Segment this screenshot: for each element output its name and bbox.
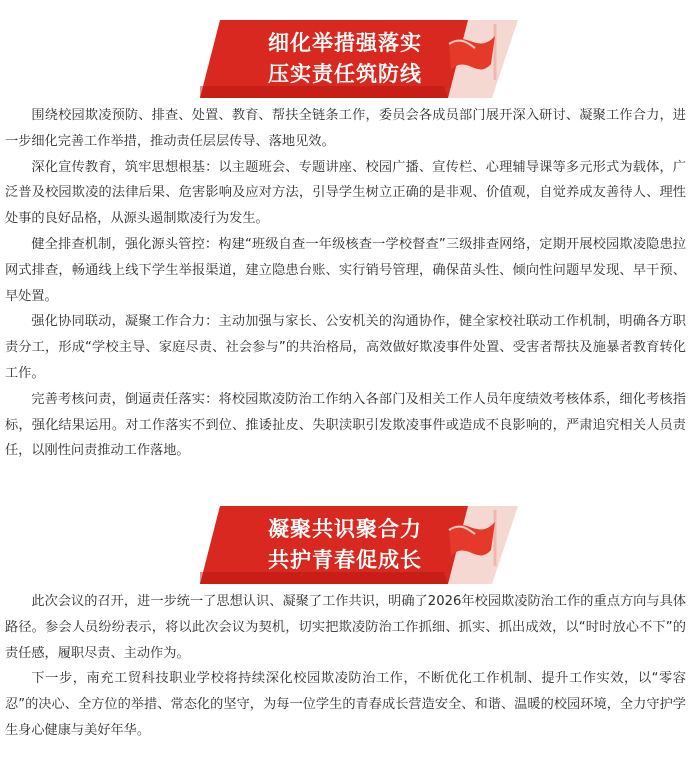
section-1-banner xyxy=(200,20,518,98)
section-2-title xyxy=(230,506,460,584)
paragraph: 围绕校园欺凌预防、排查、处置、教育、帮扶全链条工作，委员会各成员部门展开深入研讨、凝聚工作合力，进一步细化完善工作举措，推动责任层层传导、落地见效。 xyxy=(5,108,686,149)
paragraph: 健全排查机制，强化源头管控：构建“班级自查一年级核查一学校督查”三级排查网络，定期开展校园欺凌隐患拉网式排查，畅通线上线下学生举报渠道，建立隐患台账、实行销号管理，确保苗头性、倾向性问题早发现、早干预、早处置。 xyxy=(5,236,686,304)
paragraph: 强化协同联动，凝聚工作合力：主动加强与家长、公安机关的沟通协作，健全家校社联动工作机制，明确各方职责分工，形成“学校主导、家庭尽责、社会参与”的共治格局，高效做好欺凌事件处置、受害者帮扶及施暴者教育转化工作。 xyxy=(5,314,686,381)
section-2-body xyxy=(5,589,686,744)
title-line: 凝聚共识聚合力 xyxy=(268,517,422,541)
title-line: 细化举措强落实 xyxy=(268,31,422,55)
title-line: 压实责任筑防线 xyxy=(268,62,422,86)
paragraph: 此次会议的召开，进一步统一了思想认识、凝聚了工作共识，明确了2026年校园欺凌防治工作的重点方向与具体路径。参会人员纷纷表示，将以此次会议为契机，切实把欺凌防治工作抓细、抓实、抓出成效，以“时时放心不下”的责任感，履职尽责、主动作为。 xyxy=(5,594,686,661)
paragraph: 深化宣传教育，筑牢思想根基：以主题班会、专题讲座、校园广播、宣传栏、心理辅导课等多元形式为载体，广泛普及校园欺凌的法律后果、危害影响及应对方法，引导学生树立正确的是非观、价值观，自觉养成友善待人、理性处事的良好品格，从源头遏制欺凌行为发生。 xyxy=(5,159,686,227)
title-line: 共护青春促成长 xyxy=(268,548,422,572)
section-2-banner xyxy=(200,506,518,584)
section-1-body xyxy=(5,103,686,464)
section-1-title xyxy=(230,20,460,98)
paragraph: 完善考核问责，倒逼责任落实：将校园欺凌防治工作纳入各部门及相关工作人员年度绩效考核体系，细化考核指标，强化结果运用。对工作落实不到位、推诿扯皮、失职渎职引发欺凌事件或造成不良影响的，严肃追究相关人员责任，以刚性问责推动工作落地。 xyxy=(5,391,686,459)
paragraph: 下一步，南充工贸科技职业学校将持续深化校园欺凌防治工作，不断优化工作机制、提升工作实效，以“零容忍”的决心、全方位的举措、常态化的坚守，为每一位学生的青春成长营造安全、和谐、温暖的校园环境，全力守护学生身心健康与美好年华。 xyxy=(5,671,686,738)
